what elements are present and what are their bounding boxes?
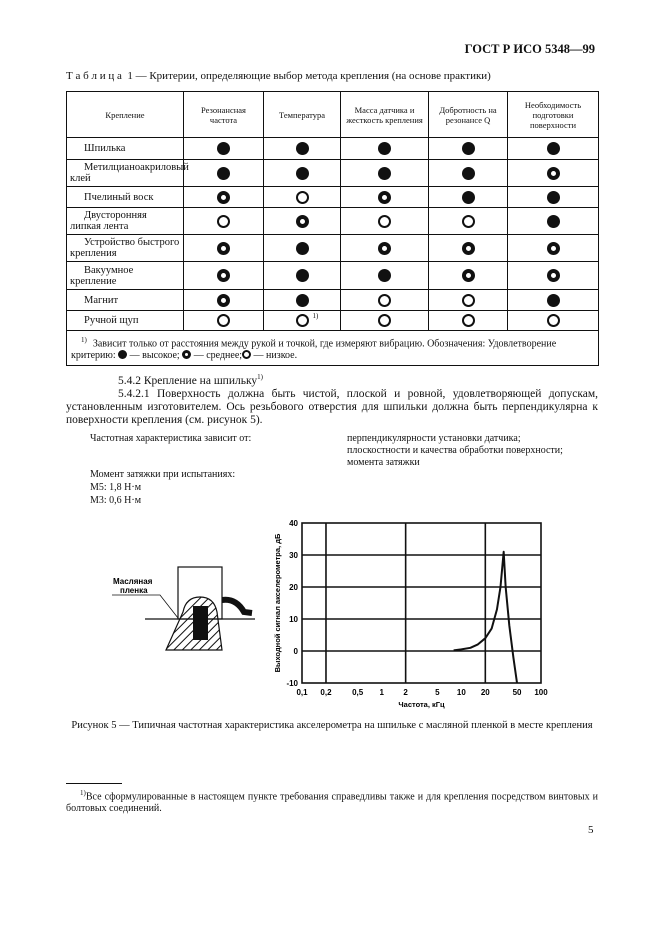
torque-item: М3: 0,6 Н·м — [90, 495, 142, 506]
oil-film-label: Масляная — [113, 577, 153, 586]
column-header: Добротность на резонансе Q — [429, 92, 508, 138]
column-header: Резонансная частота — [184, 92, 264, 138]
column-header: Масса датчика и жесткость крепления — [341, 92, 429, 138]
section-paragraph: 5.4.2.1 Поверхность должна быть чистой, плоской и ровной, удовлетворяющей допускам, установленным изготовителем. Ось резьбового отверстия для шпильки должна быть перпендикулярна к поверхности крепления (см. рисунок 5). — [66, 387, 598, 426]
torque-item: М5: 1,8 Н·м — [90, 482, 142, 493]
mount-method: Вакуумное крепление — [67, 262, 184, 290]
mount-method: Ручной щуп — [67, 311, 184, 331]
footnote-text: Все сформулированные в настоящем пункте требования справедливы также и для крепления посредством винтовых и болтовых соединений. — [66, 791, 598, 815]
mount-method: Метилцианоакриловый клей — [67, 160, 184, 187]
table-caption: Т а б л и ц а 1 — Критерии, определяющие выбор метода крепления (на основе практики) — [66, 70, 491, 82]
page-footnote — [66, 787, 598, 815]
footnote-divider — [66, 783, 122, 784]
page-number: 5 — [588, 824, 594, 836]
table-footnote-mark: 1) — [81, 336, 87, 344]
x-tick-label: 50 — [512, 688, 522, 697]
mount-method: Пчелиный воск — [67, 187, 184, 208]
figure-caption: Рисунок 5 — Типичная частотная характеристика акселерометра на шпильке с масляной пленкой в месте крепления — [71, 720, 593, 731]
oil-film-label: пленка — [120, 586, 148, 595]
legend-medium: — среднее; — [193, 350, 243, 362]
y-tick-label: 30 — [289, 551, 298, 560]
mount-method: Магнит — [67, 290, 184, 311]
y-tick-label: 40 — [289, 519, 298, 528]
x-axis-label: Частота, кГц — [398, 700, 445, 709]
y-axis-label: Выходной сигнал акселерометра, дБ — [273, 533, 282, 673]
depends-item: перпендикулярности установки датчика; — [347, 433, 521, 444]
mount-method: Шпилька — [67, 138, 184, 160]
footnote-ref[interactable]: 1) — [257, 373, 263, 381]
column-header: Температура — [264, 92, 341, 138]
x-tick-label: 20 — [480, 688, 490, 697]
plot-frame — [302, 523, 541, 683]
depends-label: Частотная характеристика зависит от: — [90, 433, 252, 444]
y-tick-label: 0 — [293, 647, 298, 656]
table-footnote-text: Зависит только от расстояния между рукой и точкой, где измеряют вибрацию. Обозначения: Удовлетворение критерию: — [71, 338, 557, 362]
mount-method: Двусторонняя липкая лента — [67, 208, 184, 235]
document-id: ГОСТ Р ИСО 5348—99 — [464, 42, 595, 56]
depends-item: момента затяжки — [347, 457, 420, 468]
legend-high: — высокое; — [129, 350, 180, 362]
torque-label: Момент затяжки при испытаниях: — [90, 469, 236, 480]
x-tick-label: 2 — [403, 688, 408, 697]
x-tick-label: 0,2 — [320, 688, 332, 697]
y-tick-label: 10 — [289, 615, 298, 624]
x-tick-label: 1 — [379, 688, 384, 697]
mount-method: Устройство быстрого крепления — [67, 235, 184, 262]
legend-low: — низкое. — [253, 350, 298, 362]
y-tick-label: 20 — [289, 583, 298, 592]
section-title-text: 5.4.2 Крепление на шпильку — [118, 374, 258, 387]
x-tick-label: 0,1 — [296, 688, 308, 697]
column-header: Необходимость подготовки поверхности — [508, 92, 599, 138]
x-tick-label: 100 — [534, 688, 548, 697]
x-tick-label: 5 — [435, 688, 440, 697]
y-tick-label: -10 — [286, 679, 298, 688]
mount-diagram — [112, 567, 255, 650]
x-tick-label: 10 — [456, 688, 466, 697]
table-note-ref: 1) — [312, 312, 319, 320]
frequency-response-chart — [273, 519, 548, 709]
depends-item: плоскостности и качества обработки поверхности; — [347, 445, 563, 456]
column-header: Крепление — [67, 92, 184, 138]
footnote-mark: 1) — [80, 789, 86, 797]
x-tick-label: 0,5 — [352, 688, 364, 697]
